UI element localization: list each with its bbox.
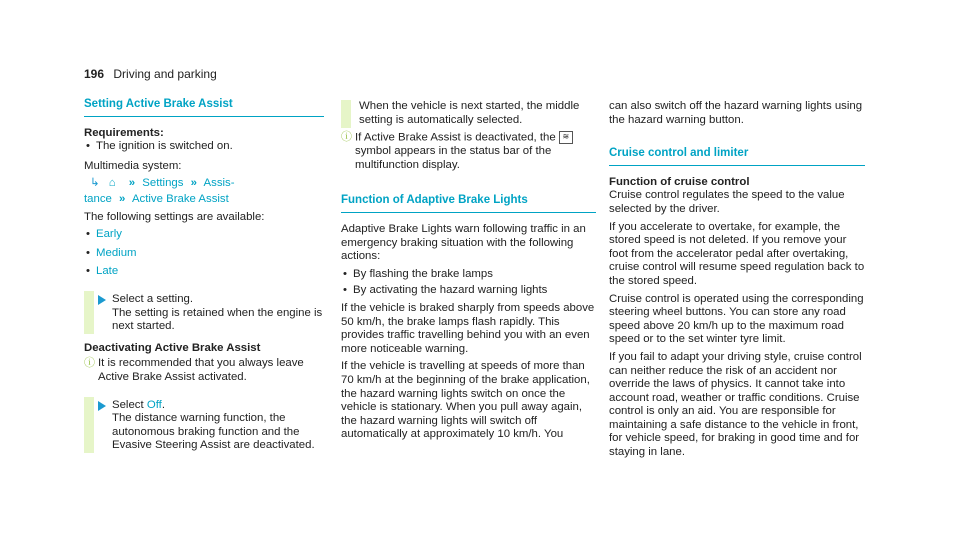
paragraph: If you accelerate to overtake, for example, the stored speed is not deleted. If you remove your foot from the accelerator pedal after overtaking, cruise control will resume speed regulation back to the stored speed. bbox=[609, 220, 865, 287]
requirement-item: • The ignition is switched on. bbox=[84, 140, 324, 154]
double-chevron-icon: » bbox=[128, 177, 136, 190]
page-number: 196 bbox=[84, 67, 105, 81]
step-text: The distance warning function, the autonomous braking function and the Evasive Steering Assist are deactivated. bbox=[112, 412, 315, 452]
section-title-setting-active-brake-assist: Setting Active Brake Assist bbox=[84, 98, 324, 117]
deactivating-note bbox=[84, 357, 324, 384]
action-arrow-icon bbox=[98, 401, 106, 411]
option-late[interactable]: • Late bbox=[84, 265, 324, 279]
continued-step bbox=[341, 100, 596, 127]
path-active-brake-assist[interactable]: Active Brake Assist bbox=[131, 192, 229, 205]
step-text: The setting is retained when the engine is next started. bbox=[112, 306, 323, 333]
step-bar bbox=[84, 291, 94, 334]
double-chevron-icon: » bbox=[190, 177, 197, 190]
list-item: • By activating the hazard warning lights bbox=[341, 284, 596, 298]
info-icon: ⓘ bbox=[84, 357, 95, 370]
paragraph: If the vehicle is travelling at speeds of more than 70 km/h at the beginning of the brake application, the hazard warning lights switch on once the vehicle is stationary. When you pull away again, the hazard warning lights will switch off automatically at approximately 10 km/h. You bbox=[341, 360, 590, 441]
action-arrow-icon bbox=[98, 295, 106, 305]
paragraph: If the vehicle is braked sharply from speeds above 50 km/h, the brake lamps flash rapidly. This provides traffic travelling behind you with an even more noticeable warning. bbox=[341, 302, 595, 355]
step-suffix: . bbox=[161, 398, 165, 411]
section-title-cruise-control: Cruise control and limiter bbox=[609, 147, 865, 166]
info-icon: ⓘ bbox=[341, 131, 352, 144]
subhead-function-cruise-control: Function of cruise control bbox=[609, 175, 750, 188]
step-bar bbox=[341, 100, 351, 128]
note-text: It is recommended that you always leave Active Brake Assist activated. bbox=[98, 357, 304, 383]
chapter-title: Driving and parking bbox=[113, 67, 217, 81]
step-instruction bbox=[112, 399, 324, 413]
option-early[interactable]: • Early bbox=[84, 228, 324, 242]
paragraph: Cruise control is operated using the corresponding steering wheel buttons. You can store any road speed above 20 km/h up to the maximum road speed or to the set winter tyre limit. bbox=[609, 292, 864, 346]
step-prefix: Select bbox=[112, 398, 147, 411]
multimedia-label: Multimedia system: bbox=[84, 159, 182, 172]
return-arrow-icon: ↳ bbox=[90, 177, 100, 190]
continued-text: can also switch off the hazard warning lights using the hazard warning button. bbox=[609, 100, 863, 126]
home-icon: ⌂ bbox=[108, 177, 116, 190]
option-medium[interactable]: • Medium bbox=[84, 247, 324, 261]
menu-path bbox=[84, 177, 324, 191]
column-right bbox=[609, 100, 865, 464]
menu-path-continued bbox=[84, 193, 324, 207]
brake-assist-off-symbol-icon: ≋ bbox=[559, 131, 573, 144]
note-text-a: If Active Brake Assist is deactivated, the bbox=[355, 131, 556, 144]
step-bar bbox=[84, 397, 94, 453]
section-title-adaptive-brake-lights: Function of Adaptive Brake Lights bbox=[341, 194, 596, 213]
double-chevron-icon: » bbox=[119, 192, 126, 205]
deactivating-title: Deactivating Active Brake Assist bbox=[84, 341, 261, 354]
step-title: Select a setting. bbox=[112, 292, 194, 305]
step-select-off bbox=[84, 399, 324, 453]
column-middle bbox=[341, 100, 596, 446]
path-settings[interactable]: Settings bbox=[142, 177, 184, 190]
list-item: • By flashing the brake lamps bbox=[341, 268, 596, 282]
requirements-label: Requirements: bbox=[84, 126, 164, 139]
page-header bbox=[84, 68, 217, 82]
step-select-setting bbox=[84, 293, 324, 334]
option-off[interactable]: Off bbox=[146, 398, 162, 411]
settings-available-text: The following settings are available: bbox=[84, 210, 265, 223]
deactivated-note bbox=[341, 131, 596, 172]
intro-text: Adaptive Brake Lights warn following traffic in an emergency braking situation with the following actions: bbox=[341, 223, 586, 263]
paragraph: Cruise control regulates the speed to the value selected by the driver. bbox=[609, 189, 845, 215]
path-assistance-a[interactable]: Assis- bbox=[203, 177, 235, 190]
column-left bbox=[84, 98, 324, 459]
continued-text: When the vehicle is next started, the middle setting is automatically selected. bbox=[359, 100, 580, 126]
path-assistance-b[interactable]: tance bbox=[84, 192, 112, 205]
paragraph: If you fail to adapt your driving style, cruise control can neither reduce the risk of an accident nor override the laws of physics. It cannot take into account road, weather or traffic conditions. Cruise control is only an aid. You are responsible for maintaining a safe distance to the vehicle in front, for vehicle speed, for braking in good time and for staying in lane. bbox=[609, 350, 862, 459]
note-text-b: symbol appears in the status bar of the multifunction display. bbox=[355, 145, 552, 171]
